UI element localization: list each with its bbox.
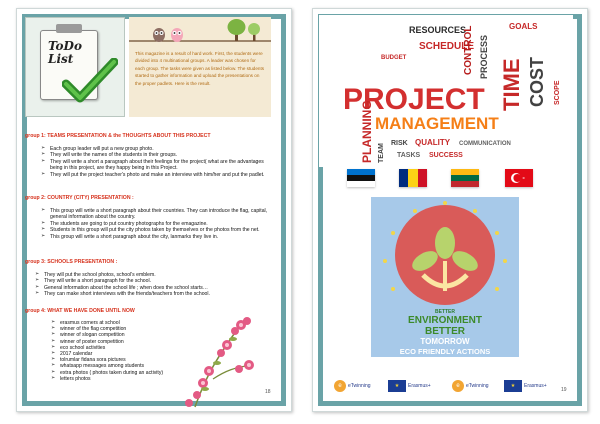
list-item: ➢ tolrumlar fidana sora pictures xyxy=(51,357,201,363)
list-item: ➢ The students are going to put country photographs for the emagazine. xyxy=(41,221,273,227)
list-item: ➢ erasmus corners at school xyxy=(51,320,201,326)
list-item: ➢ winner of the flag competition xyxy=(51,326,201,332)
clip-icon xyxy=(56,24,82,33)
list-item: ➢ General information about the school life ; when does the school starts… xyxy=(35,285,275,291)
cloud-word: TASKS xyxy=(397,152,421,159)
list-item: ➢ They will put the project teacher's photo and make an interview with him/her and put the padlet. xyxy=(41,172,267,178)
badge-line4: TOMORROW xyxy=(420,337,470,346)
list-item: ➢ winner of slogan competition xyxy=(51,332,201,338)
list-item: ➢ They will put the school photos, school's emblem. xyxy=(35,272,275,278)
partner-flags xyxy=(313,169,579,189)
badge-line2: ENVIRONMENT xyxy=(408,315,482,326)
owls-illustration xyxy=(129,17,271,47)
cloud-word: MANAGEMENT xyxy=(375,114,499,133)
plant-circle xyxy=(395,205,495,305)
eco-friendly-badge xyxy=(371,197,519,357)
lithuania-flag-icon xyxy=(451,169,479,187)
badge-line1: BETTER xyxy=(435,309,455,315)
erasmus-logo: ★ Erasmus+ xyxy=(388,380,431,392)
eu-flag-icon: ★ xyxy=(504,380,522,392)
flower-branch-illustration xyxy=(175,309,265,409)
cloud-word: SUCCESS xyxy=(429,152,463,159)
tree-icon xyxy=(228,19,246,41)
cloud-word: BUDGET xyxy=(381,55,407,61)
group-2-list xyxy=(41,208,273,240)
list-item: ➢ eco school activities xyxy=(51,345,201,351)
etwinning-logo: e eTwinning xyxy=(334,380,371,392)
left-page xyxy=(16,8,292,412)
badge-line3: BETTER xyxy=(425,326,465,337)
cloud-word: PLANNING xyxy=(360,100,374,163)
list-item: ➢ They will write the names of the students in their groups. xyxy=(41,152,267,158)
list-item: ➢ They will write a short paragraph for the school. xyxy=(35,278,275,284)
erasmus-logo: ★ Erasmus+ xyxy=(504,380,547,392)
etwinning-logo: e eTwinning xyxy=(452,380,489,392)
tree-icon xyxy=(248,23,260,41)
cloud-word: COST xyxy=(527,56,547,107)
list-item: ➢ whatsapp messages among students xyxy=(51,363,201,369)
list-item: ➢ Students in this group will put the city photos taken by themselves or the photos from the net. xyxy=(41,227,273,233)
list-item: ➢ 2017 calendar xyxy=(51,351,201,357)
estonia-flag-icon xyxy=(347,169,375,187)
list-item: ➢ winner of poster competition xyxy=(51,339,201,345)
list-item: ➢ They will write a short a paragraph about their feelings for the project( what are the advantages being in this project, are they happy being in this Project. xyxy=(41,159,267,172)
todo-title: ToDo List xyxy=(48,39,82,66)
page-number: 18 xyxy=(265,389,271,395)
cloud-word: SCOPE xyxy=(554,80,561,105)
romania-flag-icon xyxy=(399,169,427,187)
cloud-word: COMMUNICATION xyxy=(459,141,511,147)
cloud-word: QUALITY xyxy=(415,138,451,147)
sprout-icon xyxy=(395,205,495,305)
eu-flag-icon: ★ xyxy=(388,380,406,392)
program-logos xyxy=(312,376,588,396)
group-3-list xyxy=(35,272,275,298)
cloud-word: RISK xyxy=(391,140,408,147)
list-item: ➢ letters photos xyxy=(51,376,201,382)
cloud-word: TIME xyxy=(499,58,524,111)
list-item: ➢ Each group leader will put a new group photo. xyxy=(41,146,267,152)
list-item: ➢ This group will write a short paragraph about the city, lanmarks they live in. xyxy=(41,234,273,240)
page-number: 19 xyxy=(561,387,567,393)
cloud-word: RESOURCES xyxy=(409,25,467,35)
checkmark-icon xyxy=(62,58,118,108)
list-item: ➢ They can make short interviews with the friends/teachers from the school. xyxy=(35,291,275,297)
owl-icon xyxy=(171,28,183,42)
group-1-list xyxy=(41,146,267,178)
list-item: ➢ This group will write a short paragraph about their countries. They can introduce the flag, capital, general information about the country. xyxy=(41,208,273,221)
group-1-heading: group 1: TEAMS PRESENTATION & the THOUGHTS ABOUT THIS PROJECT xyxy=(25,133,211,139)
right-page xyxy=(312,8,588,412)
cloud-word: PROJECT xyxy=(343,83,485,116)
group-2-heading: group 2: COUNTRY (CITY) PRESENTATION : xyxy=(25,195,134,201)
owl-icon xyxy=(153,28,165,42)
intro-box xyxy=(129,17,271,117)
project-management-word-cloud xyxy=(319,15,573,167)
cloud-word: GOALS xyxy=(509,22,538,31)
todo-list-illustration xyxy=(25,17,125,117)
group-4-heading: group 4: WHAT WE HAVE DONE UNTIL NOW xyxy=(25,308,135,314)
turkey-flag-icon xyxy=(505,169,533,187)
cloud-word: SCHEDULE xyxy=(419,41,475,52)
cloud-word: TEAM xyxy=(378,143,385,163)
intro-paragraph: This magazine is a result of hard work. First, the students were divided into 4 multinational groups. A leader was chosen for each group. The tasks were given as listed below. The students started to gather information and upload the presentations on the proper padlets. Here is the result. xyxy=(135,51,265,86)
group-3-heading: group 3: SCHOOLS PRESENTATION : xyxy=(25,259,118,265)
etwinning-icon: e xyxy=(334,380,346,392)
etwinning-icon: e xyxy=(452,380,464,392)
cloud-word: CONTROL xyxy=(463,25,474,75)
list-item: ➢ extra photos ( photos taken during an activity) xyxy=(51,370,201,376)
badge-line5: ECO FRIENDLY ACTIONS xyxy=(399,347,491,356)
cloud-word: PROCESS xyxy=(479,34,489,79)
